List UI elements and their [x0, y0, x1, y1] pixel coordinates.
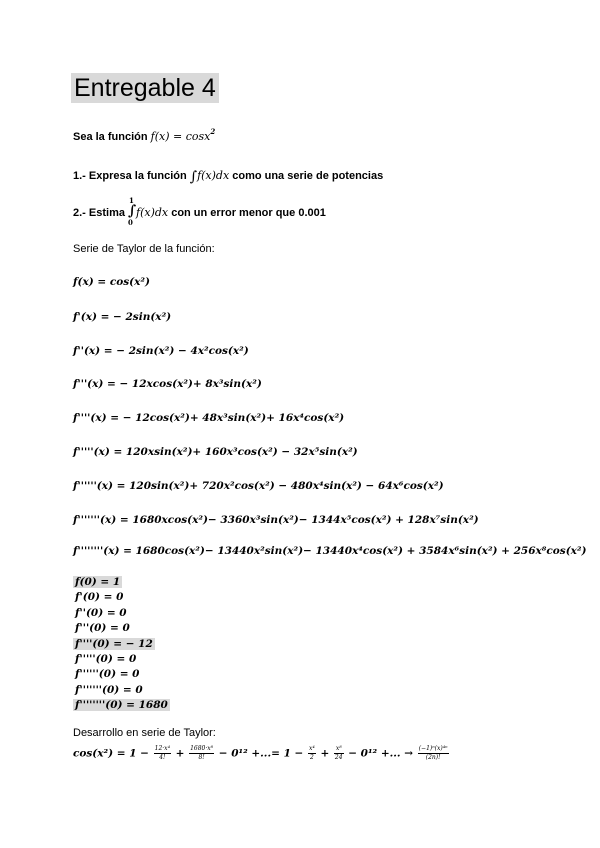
- fraction-numerator: x⁸: [335, 745, 342, 752]
- derivative-value: f(0) = 1: [75, 576, 121, 588]
- fraction-denominator: 2: [309, 754, 314, 761]
- derivative-line: [73, 412, 344, 424]
- intro-exponent: 2: [210, 127, 216, 136]
- fraction: [154, 745, 171, 762]
- series-lhs: cos(x²) = 1 −: [73, 747, 149, 760]
- derivative-lhs: f'''(x) =: [73, 378, 120, 390]
- derivative-line: [73, 545, 587, 557]
- fraction-denominator: 4!: [159, 754, 166, 761]
- derivative-value: f'''(0) = 0: [75, 622, 130, 635]
- integral-lower-limit: 0: [128, 218, 133, 227]
- fraction-numerator: 12·x⁴: [154, 745, 170, 752]
- integral-icon: ∫: [189, 169, 198, 185]
- derivative-rhs: 1680cos(x²)− 13440x²sin(x²)− 13440x⁴cos(x²) + 3584x⁶sin(x²) + 256x⁸cos(x²): [135, 545, 587, 557]
- fraction-numerator: x⁴: [308, 745, 315, 752]
- fraction-denominator: 8!: [198, 754, 205, 761]
- derivative-lhs: f''''(x) =: [73, 412, 123, 424]
- derivative-lhs: f'(x) =: [73, 311, 114, 323]
- integral-icon: ∫: [128, 203, 137, 219]
- fraction-numerator: (−1)ⁿ(x)⁴ⁿ: [418, 745, 448, 752]
- derivative-line: [73, 378, 262, 390]
- integral-upper-limit: 1: [129, 196, 134, 205]
- fraction: [418, 745, 449, 762]
- derivative-lhs: f(x) =: [73, 276, 110, 288]
- derivative-value: f''''(0) = − 12: [75, 637, 153, 650]
- derivative-rhs: − 12cos(x²)+ 48x³sin(x²)+ 16x⁴cos(x²): [122, 412, 345, 424]
- derivative-line: [73, 345, 249, 357]
- series-heading: Desarrollo en serie de Taylor:: [73, 727, 216, 739]
- derivative-value: f''''''(0) = 0: [75, 668, 140, 681]
- intro-formula: f(x) = cosx: [150, 130, 211, 143]
- derivative-value: f'''''(0) = 0: [75, 653, 137, 665]
- fraction: [189, 745, 214, 762]
- derivative-value: f''(0) = 0: [75, 606, 127, 619]
- derivative-lhs: f''''''(x) =: [73, 480, 130, 492]
- q1-prefix: 1.- Expresa la función: [73, 170, 190, 182]
- derivative-value: f'(0) = 0: [75, 591, 124, 604]
- taylor-heading: Serie de Taylor de la función:: [73, 243, 215, 255]
- question-2: [73, 196, 326, 227]
- page-title: Entregable 4: [71, 73, 219, 103]
- q1-suffix: como una serie de potencias: [229, 170, 384, 182]
- q2-integrand: f(x)dx: [136, 205, 169, 219]
- derivative-value: f''''''''(0) = 1680: [75, 699, 168, 712]
- q2-prefix: 2.- Estima: [73, 206, 129, 219]
- derivative-rhs: − 12xcos(x²)+ 8x³sin(x²): [119, 378, 262, 390]
- question-1: [73, 169, 383, 185]
- derivative-lhs: f''''''''(x) =: [73, 545, 136, 557]
- intro-line: [73, 127, 215, 143]
- derivative-lhs: f'''''(x) =: [73, 446, 126, 458]
- derivative-rhs: − 2sin(x²) − 4x²cos(x²): [116, 345, 249, 357]
- fraction-denominator: (2n)!: [425, 754, 441, 761]
- series-tail: − 0¹² +... →: [348, 747, 414, 760]
- derivative-line: [73, 311, 171, 323]
- fraction: [334, 745, 344, 762]
- derivative-line: [73, 446, 358, 458]
- derivative-rhs: 120sin(x²)+ 720x²cos(x²) − 480x⁴sin(x²) − 64x⁶cos(x²): [129, 480, 444, 492]
- derivative-rhs: 120xsin(x²)+ 160x³cos(x²) − 32x⁵sin(x²): [125, 446, 358, 458]
- derivative-line: [73, 514, 479, 526]
- plus-sign: +: [320, 747, 330, 760]
- plus-sign: +: [175, 747, 185, 760]
- derivative-rhs: 1680xcos(x²)− 3360x³sin(x²)− 1344x⁵cos(x²) + 128x⁷sin(x²): [132, 514, 479, 526]
- derivative-rhs: cos(x²): [109, 276, 150, 288]
- fraction: [308, 745, 316, 762]
- taylor-series: [73, 745, 450, 762]
- derivative-lhs: f'''''''(x) =: [73, 514, 133, 526]
- fraction-denominator: 24: [334, 754, 343, 761]
- q2-suffix: con un error menor que 0.001: [168, 206, 326, 219]
- fraction-numerator: 1680·x⁸: [190, 745, 214, 752]
- derivative-rhs: − 2sin(x²): [113, 311, 172, 323]
- q1-integrand: f(x)dx: [197, 169, 230, 182]
- derivative-lhs: f''(x) =: [73, 345, 117, 357]
- derivative-line: [73, 480, 444, 492]
- series-mid: − 0¹² +...= 1 −: [218, 747, 304, 760]
- definite-integral: [128, 196, 137, 227]
- derivative-value: f'''''''(0) = 0: [75, 683, 143, 696]
- intro-label: Sea la función: [73, 131, 151, 143]
- derivative-line: [73, 276, 150, 288]
